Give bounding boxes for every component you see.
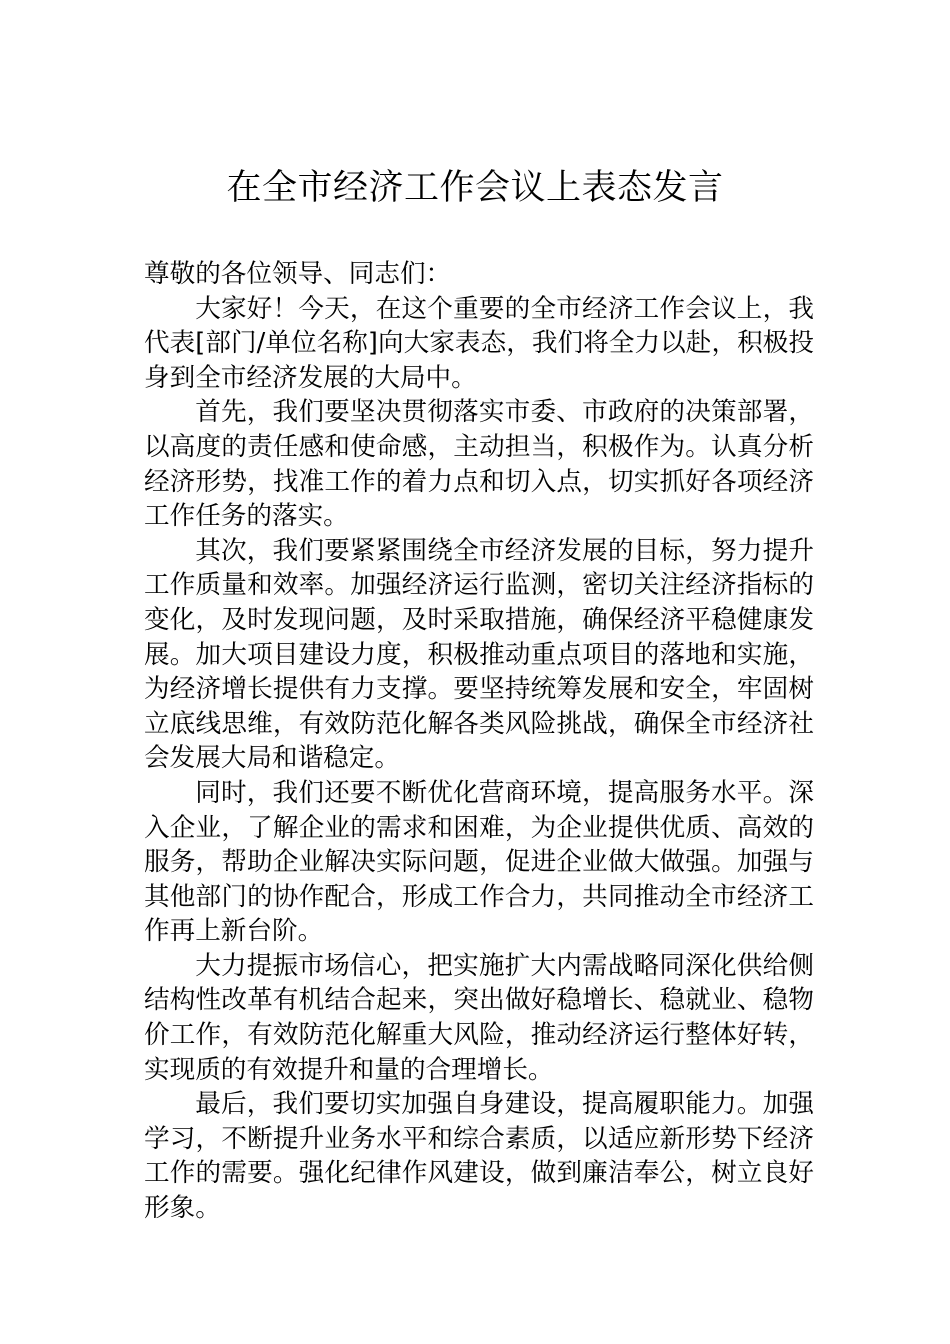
salutation: 尊敬的各位领导、同志们： xyxy=(144,259,452,289)
paragraph-finally: 最后，我们要切实加强自身建设，提高履职能力。加强学习，不断提升业务水平和综合素质，以适应新形势下经济工作的需要。强化纪律作风建设，做到廉洁奉公，树立良好形象。 xyxy=(144,1089,814,1224)
paragraph-meanwhile: 同时，我们还要不断优化营商环境，提高服务水平。深入企业，了解企业的需求和困难，为企业提供优质、高效的服务，帮助企业解决实际问题，促进企业做大做强。加强与其他部门的协作配合，形成工作合力，共同推动全市经济工作再上新台阶。 xyxy=(144,777,814,947)
paragraph-market-confidence: 大力提振市场信心，把实施扩大内需战略同深化供给侧结构性改革有机结合起来，突出做好稳增长、稳就业、稳物价工作，有效防范化解重大风险，推动经济运行整体好转，实现质的有效提升和量的合理增长。 xyxy=(144,950,814,1085)
paragraph-second: 其次，我们要紧紧围绕全市经济发展的目标，努力提升工作质量和效率。加强经济运行监测，密切关注经济指标的变化，及时发现问题，及时采取措施，确保经济平稳健康发展。加大项目建设力度，积极推动重点项目的落地和实施，为经济增长提供有力支撑。要坚持统筹发展和安全，牢固树立底线思维，有效防范化解各类风险挑战，确保全市经济社会发展大局和谐稳定。 xyxy=(144,535,814,774)
paragraph-opening: 大家好！今天，在这个重要的全市经济工作会议上，我代表[部门/单位名称]向大家表态，我们将全力以赴，积极投身到全市经济发展的大局中。 xyxy=(144,293,814,393)
document-body xyxy=(144,257,814,1226)
paragraph-first: 首先，我们要坚决贯彻落实市委、市政府的决策部署，以高度的责任感和使命感，主动担当，积极作为。认真分析经济形势，找准工作的着力点和切入点，切实抓好各项经济工作任务的落实。 xyxy=(144,397,814,532)
document-title: 在全市经济工作会议上表态发言 xyxy=(226,168,724,208)
